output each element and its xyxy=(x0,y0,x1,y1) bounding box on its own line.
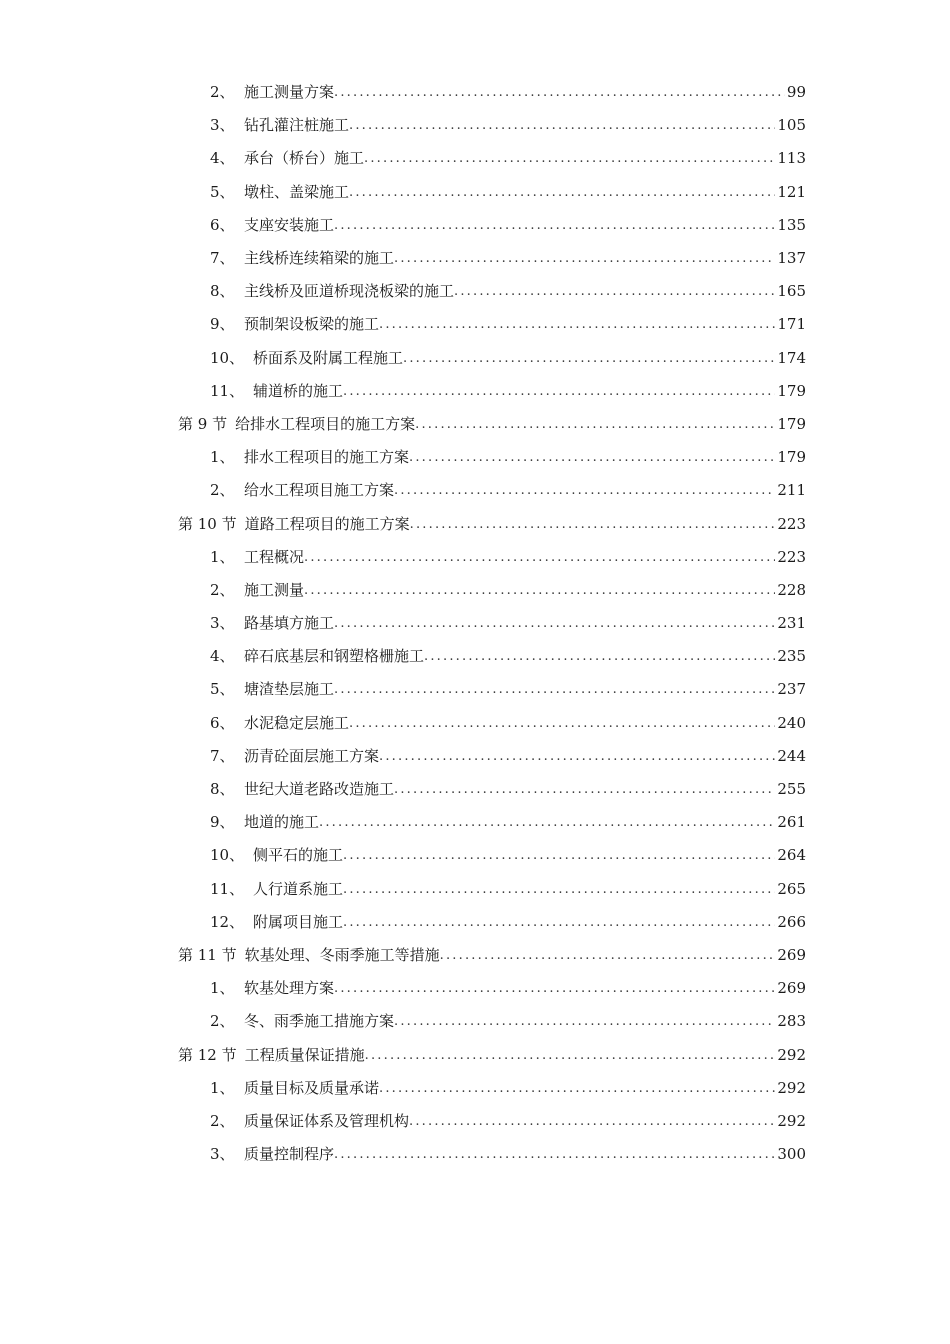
toc-entry[interactable] xyxy=(0,640,950,673)
toc-entry-page: 255 xyxy=(777,780,806,799)
toc-entry[interactable] xyxy=(0,607,950,640)
toc-entry-page: 179 xyxy=(777,414,806,433)
toc-entry-page: 261 xyxy=(777,813,806,832)
toc-entry-page: 137 xyxy=(777,249,806,268)
toc-entry-number: 9、 xyxy=(210,315,235,334)
toc-entry-title: 人行道系施工 xyxy=(253,879,344,898)
toc-entry-page: 266 xyxy=(777,912,806,931)
toc-section-number: 第 10 节 xyxy=(178,514,237,533)
toc-entry[interactable] xyxy=(0,839,950,872)
toc-entry-number: 9、 xyxy=(210,813,235,832)
toc-section-number: 第 11 节 xyxy=(178,945,237,964)
toc-entry-title: 桥面系及附属工程施工 xyxy=(253,348,404,367)
toc-entry-number: 1、 xyxy=(210,979,235,998)
toc-entry-number: 12、 xyxy=(210,912,245,931)
toc-entry-page: 211 xyxy=(777,481,806,500)
toc-entry-number: 2、 xyxy=(210,1111,235,1130)
toc-entry-title: 侧平石的施工 xyxy=(253,846,344,865)
toc-entry-page: 292 xyxy=(777,1045,806,1064)
toc-entry-title: 给水工程项目施工方案 xyxy=(244,481,395,500)
dot-leader xyxy=(365,1049,776,1062)
toc-entry-title: 地道的施工 xyxy=(244,813,320,832)
dot-leader xyxy=(454,285,775,298)
toc-entry-title: 水泥稳定层施工 xyxy=(244,713,350,732)
toc-entry[interactable] xyxy=(0,541,950,574)
toc-section-heading[interactable] xyxy=(0,408,950,441)
toc-entry-page: 237 xyxy=(777,680,806,699)
toc-entry-page: 228 xyxy=(777,580,806,599)
toc-entry-number: 5、 xyxy=(210,680,235,699)
toc-section-heading[interactable] xyxy=(0,1038,950,1071)
toc-entry[interactable] xyxy=(0,806,950,839)
toc-entry-number: 11、 xyxy=(210,381,245,400)
toc-entry-page: 174 xyxy=(777,348,806,367)
dot-leader xyxy=(334,1148,775,1161)
toc-entry-number: 7、 xyxy=(210,746,235,765)
toc-entry-title: 质量目标及质量承诺 xyxy=(244,1078,380,1097)
toc-entry-number: 8、 xyxy=(210,282,235,301)
toc-entry-title: 钻孔灌注桩施工 xyxy=(244,116,350,135)
dot-leader xyxy=(334,982,775,995)
toc-entry-page: 179 xyxy=(777,448,806,467)
dot-leader xyxy=(319,816,775,829)
toc-entry[interactable] xyxy=(0,474,950,507)
toc-entry[interactable] xyxy=(0,707,950,740)
toc-entry-page: 235 xyxy=(777,647,806,666)
toc-entry-title: 施工测量方案 xyxy=(244,83,335,102)
toc-entry-page: 231 xyxy=(777,614,806,633)
toc-entry[interactable] xyxy=(0,873,950,906)
toc-entry-number: 3、 xyxy=(210,614,235,633)
toc-entry[interactable] xyxy=(0,1005,950,1038)
toc-entry-page: 283 xyxy=(777,1012,806,1031)
toc-entry-title: 世纪大道老路改造施工 xyxy=(244,780,395,799)
dot-leader xyxy=(343,916,775,929)
toc-entry-title: 墩柱、盖梁施工 xyxy=(244,182,350,201)
toc-entry-number: 1、 xyxy=(210,547,235,566)
toc-entry[interactable] xyxy=(0,740,950,773)
dot-leader xyxy=(394,484,775,497)
toc-entry-title: 工程概况 xyxy=(244,547,305,566)
toc-entry[interactable] xyxy=(0,441,950,474)
dot-leader xyxy=(304,551,775,564)
toc-entry-title: 主线桥及匝道桥现浇板梁的施工 xyxy=(244,282,455,301)
toc-entry-title: 冬、雨季施工措施方案 xyxy=(244,1012,395,1031)
toc-entry-title: 支座安装施工 xyxy=(244,215,335,234)
toc-entry-number: 3、 xyxy=(210,1145,235,1164)
toc-entry[interactable] xyxy=(0,773,950,806)
toc-section-title: 道路工程项目的施工方案 xyxy=(244,514,410,533)
toc-entry-number: 2、 xyxy=(210,481,235,500)
dot-leader xyxy=(410,518,776,531)
toc-entry-page: 223 xyxy=(777,547,806,566)
toc-entry-page: 165 xyxy=(777,282,806,301)
toc-entry-number: 11、 xyxy=(210,879,245,898)
dot-leader xyxy=(379,318,775,331)
toc-entry-page: 223 xyxy=(777,514,806,533)
toc-entry-title: 质量控制程序 xyxy=(244,1145,335,1164)
toc-entry-page: 292 xyxy=(777,1111,806,1130)
toc-entry-page: 135 xyxy=(777,215,806,234)
toc-section-heading[interactable] xyxy=(0,939,950,972)
dot-leader xyxy=(409,1115,775,1128)
toc-entry-title: 路基填方施工 xyxy=(244,614,335,633)
toc-entry-number: 5、 xyxy=(210,182,235,201)
toc-entry-title: 预制架设板梁的施工 xyxy=(244,315,380,334)
toc-entry-number: 2、 xyxy=(210,580,235,599)
toc-entry[interactable] xyxy=(0,209,950,242)
dot-leader xyxy=(415,418,775,431)
toc-entry[interactable] xyxy=(0,76,950,109)
toc-entry[interactable] xyxy=(0,342,950,375)
toc-entry-page: 244 xyxy=(777,746,806,765)
toc-entry[interactable] xyxy=(0,673,950,706)
dot-leader xyxy=(334,617,775,630)
toc-entry[interactable] xyxy=(0,1105,950,1138)
toc-entry-number: 10、 xyxy=(210,846,245,865)
toc-entry-page: 265 xyxy=(777,879,806,898)
toc-entry-number: 1、 xyxy=(210,448,235,467)
toc-entry-number: 8、 xyxy=(210,780,235,799)
toc-entry-title: 主线桥连续箱梁的施工 xyxy=(244,249,395,268)
toc-entry-number: 6、 xyxy=(210,713,235,732)
dot-leader xyxy=(343,385,775,398)
toc-entry-page: 300 xyxy=(777,1145,806,1164)
toc-entry-page: 121 xyxy=(777,182,806,201)
toc-entry-number: 3、 xyxy=(210,116,235,135)
toc-entry-page: 269 xyxy=(777,979,806,998)
toc-section-number: 第 12 节 xyxy=(178,1045,237,1064)
toc-entry[interactable] xyxy=(0,308,950,341)
toc-entry-title: 附属项目施工 xyxy=(253,912,344,931)
toc-entry[interactable] xyxy=(0,275,950,308)
toc-section-title: 工程质量保证措施 xyxy=(244,1045,365,1064)
dot-leader xyxy=(349,717,775,730)
toc-entry-number: 2、 xyxy=(210,83,235,102)
dot-leader xyxy=(334,683,775,696)
toc-section-heading[interactable] xyxy=(0,507,950,540)
toc-entry-page: 292 xyxy=(777,1078,806,1097)
toc-entry-page: 171 xyxy=(777,315,806,334)
toc-entry[interactable] xyxy=(0,176,950,209)
toc-entry[interactable] xyxy=(0,142,950,175)
dot-leader xyxy=(349,119,775,132)
toc-entry-number: 4、 xyxy=(210,647,235,666)
toc-entry-title: 塘渣垫层施工 xyxy=(244,680,335,699)
toc-entry[interactable] xyxy=(0,972,950,1005)
dot-leader xyxy=(424,650,775,663)
toc-entry-page: 264 xyxy=(777,846,806,865)
toc-entry-title: 施工测量 xyxy=(244,580,305,599)
dot-leader xyxy=(364,152,775,165)
toc-entry-number: 7、 xyxy=(210,249,235,268)
dot-leader xyxy=(343,883,775,896)
toc-entry[interactable] xyxy=(0,906,950,939)
dot-leader xyxy=(343,849,775,862)
toc-entry-number: 2、 xyxy=(210,1012,235,1031)
toc-entry-title: 碎石底基层和钢塑格栅施工 xyxy=(244,647,425,666)
toc-entry-title: 沥青砼面层施工方案 xyxy=(244,746,380,765)
dot-leader xyxy=(394,783,775,796)
toc-entry-number: 6、 xyxy=(210,215,235,234)
dot-leader xyxy=(379,1082,775,1095)
dot-leader xyxy=(394,1015,775,1028)
dot-leader xyxy=(334,219,775,232)
toc-entry-page: 99 xyxy=(786,83,806,102)
table-of-contents xyxy=(0,76,950,1171)
dot-leader xyxy=(304,584,775,597)
toc-entry-number: 10、 xyxy=(210,348,245,367)
toc-entry-title: 质量保证体系及管理机构 xyxy=(244,1111,410,1130)
toc-entry-page: 105 xyxy=(777,116,806,135)
toc-entry-title: 软基处理方案 xyxy=(244,979,335,998)
toc-entry-page: 240 xyxy=(777,713,806,732)
dot-leader xyxy=(334,86,785,99)
toc-entry[interactable] xyxy=(0,1138,950,1171)
toc-entry[interactable] xyxy=(0,242,950,275)
toc-entry[interactable] xyxy=(0,375,950,408)
toc-entry-page: 113 xyxy=(777,149,806,168)
toc-entry[interactable] xyxy=(0,1072,950,1105)
toc-entry-title: 排水工程项目的施工方案 xyxy=(244,448,410,467)
toc-entry-page: 269 xyxy=(777,945,806,964)
toc-entry[interactable] xyxy=(0,109,950,142)
toc-section-number: 第 9 节 xyxy=(178,414,228,433)
toc-entry-title: 辅道桥的施工 xyxy=(253,381,344,400)
toc-entry-title: 承台（桥台）施工 xyxy=(244,149,365,168)
toc-entry[interactable] xyxy=(0,574,950,607)
dot-leader xyxy=(349,186,775,199)
toc-entry-number: 4、 xyxy=(210,149,235,168)
dot-leader xyxy=(379,750,775,763)
dot-leader xyxy=(409,451,775,464)
toc-entry-page: 179 xyxy=(777,381,806,400)
toc-section-title: 给排水工程项目的施工方案 xyxy=(235,414,416,433)
dot-leader xyxy=(403,352,775,365)
dot-leader xyxy=(394,252,775,265)
toc-section-title: 软基处理、冬雨季施工等措施 xyxy=(244,945,440,964)
toc-entry-number: 1、 xyxy=(210,1078,235,1097)
dot-leader xyxy=(440,949,776,962)
